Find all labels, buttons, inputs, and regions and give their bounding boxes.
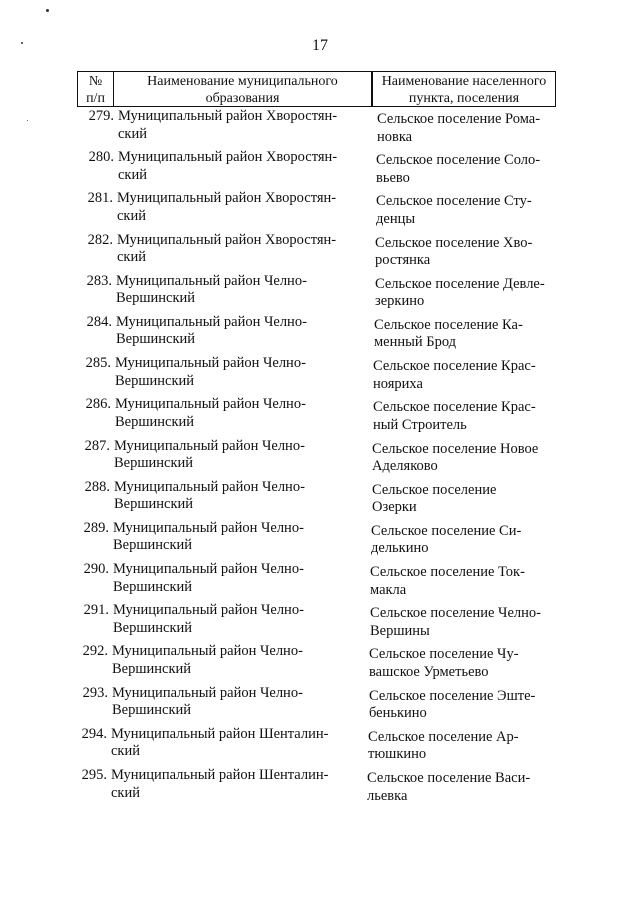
row-number: 294. [81, 725, 107, 742]
settlement-line: Сельское поселение Челно- [370, 605, 541, 622]
settlement-line: Аделяково [372, 458, 438, 474]
municipality-line: Муниципальный район Челно- [113, 602, 304, 619]
row-number: 289. [83, 519, 109, 536]
row-number: 279. [88, 108, 114, 124]
table-row [0, 520, 640, 561]
municipality-cell [112, 685, 362, 720]
settlement-cell [368, 729, 548, 764]
settlement-line: льевка [367, 787, 408, 804]
row-number: 287. [84, 437, 110, 454]
municipality-cell [117, 190, 367, 225]
table-row [0, 767, 640, 808]
municipality-cell [115, 396, 365, 431]
municipality-line: ский [117, 207, 146, 224]
settlement-cell [369, 688, 549, 723]
municipality-line: ский [111, 743, 140, 760]
municipality-line: Муниципальный район Челно- [113, 561, 304, 578]
settlement-cell [375, 276, 555, 311]
settlement-line: новка [377, 128, 413, 145]
table-row [0, 314, 640, 355]
municipality-line: Муниципальный район Хворостян- [118, 108, 338, 124]
settlement-line: Озерки [372, 499, 417, 516]
settlement-line: ростянка [375, 252, 431, 269]
settlement-cell [374, 317, 554, 352]
municipality-line: Муниципальный район Хворостян- [117, 231, 337, 248]
settlement-line: Сельское поселение Новое [372, 440, 539, 457]
row-number: 290. [83, 561, 109, 578]
municipality-cell [117, 232, 367, 267]
settlement-cell [373, 399, 553, 434]
municipality-line: ский [117, 249, 146, 266]
settlement-cell [376, 193, 556, 228]
table-row [0, 561, 640, 602]
settlement-line: Сельское поселение Соло- [376, 152, 541, 169]
municipality-cell [113, 561, 363, 596]
scan-speck [46, 9, 49, 12]
settlement-cell [376, 152, 556, 187]
table-row [0, 396, 640, 437]
table-row [0, 726, 640, 767]
settlement-line: Сельское поселение Си- [371, 522, 522, 539]
municipality-line: Вершинский [114, 496, 194, 513]
municipality-line: Вершинский [113, 537, 193, 554]
municipality-line: Муниципальный район Челно- [113, 519, 304, 536]
municipality-cell [116, 314, 366, 349]
municipality-line: Муниципальный район Челно- [112, 684, 303, 701]
municipality-cell [111, 767, 361, 802]
table-row [0, 602, 640, 643]
municipality-line: Муниципальный район Челно- [115, 355, 306, 372]
settlement-line: Сельское поселение Рома- [377, 111, 541, 127]
settlement-line: зеркино [375, 293, 425, 310]
settlement-line: Сельское поселение Эште- [369, 687, 536, 704]
settlement-line: Сельское поселение Сту- [376, 193, 532, 210]
settlement-line: денцы [376, 210, 416, 227]
municipality-line: Муниципальный район Хворостян- [118, 149, 338, 166]
row-number: 286. [85, 396, 111, 413]
table-row [0, 438, 640, 479]
municipality-cell [118, 108, 368, 143]
municipality-line: ский [111, 784, 140, 801]
municipality-line: Муниципальный район Челно- [116, 272, 307, 289]
row-number: 291. [83, 602, 109, 619]
municipality-line: Вершинский [116, 290, 196, 307]
row-number: 281. [87, 190, 113, 207]
settlement-line: Сельское поселение Ар- [368, 728, 519, 745]
municipality-line: Вершинский [116, 331, 196, 348]
table-row [0, 273, 640, 314]
row-number: 285. [85, 355, 111, 372]
municipality-line: Муниципальный район Челно- [114, 437, 305, 454]
settlement-cell [371, 523, 551, 558]
settlement-cell [370, 605, 550, 640]
settlement-cell [370, 564, 550, 599]
header-number: № п/п [77, 71, 114, 107]
settlement-line: Вершины [370, 622, 430, 639]
settlement-line: вашское Урметьево [369, 663, 489, 680]
municipality-line: ский [118, 166, 147, 183]
municipality-line: Муниципальный район Челно- [114, 478, 305, 495]
settlement-cell [369, 646, 549, 681]
settlement-line: Сельское поселение Ка- [374, 316, 523, 333]
table-row [0, 479, 640, 520]
row-number: 295. [81, 767, 107, 783]
table-row [0, 190, 640, 231]
municipality-line: Вершинский [113, 578, 193, 595]
settlement-line: Сельское поселение Крас- [373, 399, 536, 416]
table-row [0, 355, 640, 396]
table-row [0, 232, 640, 273]
municipality-cell [114, 438, 364, 473]
municipality-line: Вершинский [115, 413, 195, 430]
settlement-line: Сельское поселение Чу- [369, 646, 519, 663]
settlement-line: нояриха [373, 375, 423, 392]
municipality-cell [114, 479, 364, 514]
settlement-cell [377, 111, 557, 146]
settlement-line: Сельское поселение Васи- [367, 770, 531, 786]
municipality-line: Вершинский [113, 619, 193, 636]
table-row [0, 108, 640, 149]
header-settlement: Наименование населенного пункта, поселения [372, 71, 556, 107]
municipality-cell [113, 520, 363, 555]
municipality-line: Муниципальный район Хворостян- [117, 190, 337, 207]
municipality-line: Муниципальный район Челно- [116, 313, 307, 330]
settlement-line: вьево [376, 169, 410, 186]
settlement-cell [372, 441, 552, 476]
row-number: 292. [82, 643, 108, 660]
table-row [0, 685, 640, 726]
settlement-line: бенькино [369, 705, 427, 722]
municipality-cell [112, 643, 362, 678]
settlement-line: тюшкино [368, 746, 427, 763]
municipality-cell [116, 273, 366, 308]
row-number: 293. [82, 684, 108, 701]
municipality-line: Муниципальный район Шенталин- [111, 767, 329, 783]
settlement-line: Сельское поселение Хво- [375, 234, 533, 251]
municipality-line: Муниципальный район Челно- [115, 396, 306, 413]
municipality-line: Вершинский [112, 702, 192, 719]
header-municipality: Наименование муниципального образования [113, 71, 372, 107]
row-number: 280. [88, 149, 114, 166]
page-number: 17 [312, 37, 328, 54]
settlement-line: Сельское поселение Девле- [375, 275, 545, 292]
municipality-line: Муниципальный район Шенталин- [111, 725, 329, 742]
municipality-line: Вершинский [112, 660, 192, 677]
row-number: 288. [84, 478, 110, 495]
municipality-cell [111, 726, 361, 761]
municipality-line: Вершинский [114, 455, 194, 471]
settlement-line: Сельское поселение Крас- [373, 358, 536, 375]
settlement-cell [373, 358, 553, 393]
municipality-line: ский [118, 125, 147, 142]
row-number: 284. [86, 313, 112, 330]
settlement-cell [372, 482, 552, 517]
settlement-line: ный Строитель [373, 416, 467, 433]
row-number: 282. [87, 231, 113, 248]
municipality-line: Вершинский [115, 372, 195, 389]
settlement-cell [367, 770, 547, 805]
municipality-cell [118, 149, 368, 184]
settlement-line: Сельское поселение Ток- [370, 564, 525, 581]
municipality-cell [113, 602, 363, 637]
table-row [0, 643, 640, 684]
settlement-line: макла [370, 581, 407, 598]
settlement-line: менный Брод [374, 334, 457, 351]
settlement-line: Сельское поселение [372, 481, 497, 498]
table-row [0, 149, 640, 190]
table-body [0, 108, 640, 808]
row-number: 283. [86, 272, 112, 289]
municipality-line: Муниципальный район Челно- [112, 643, 303, 660]
settlement-cell [375, 235, 555, 270]
settlement-line: делькино [371, 540, 429, 557]
municipality-cell [115, 355, 365, 390]
